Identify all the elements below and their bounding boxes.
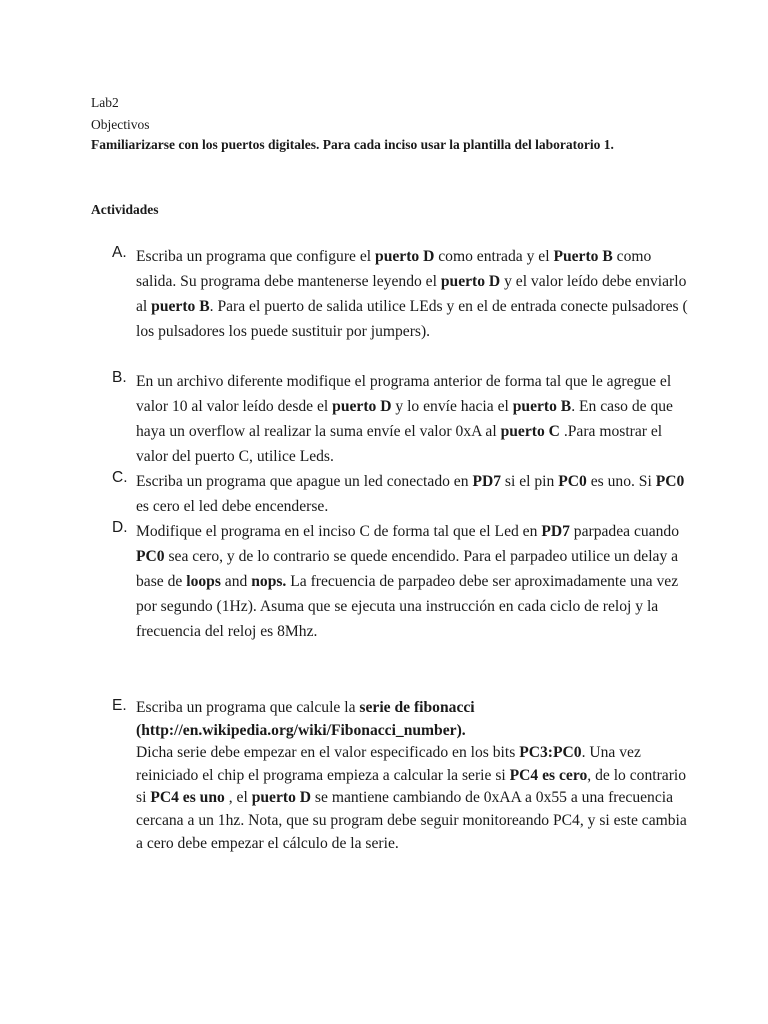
activity-item-b — [112, 369, 688, 469]
bold-term: Puerto B — [553, 248, 613, 265]
activity-item-a — [112, 244, 688, 344]
text-run: es uno. Si — [586, 473, 656, 490]
item-marker: E. — [112, 697, 127, 714]
activities-line — [91, 201, 159, 219]
item-marker: C. — [112, 469, 128, 486]
text-run: .Para mostrar el valor del puerto C, utilice Leds. — [136, 423, 663, 465]
text-run: si el pin — [501, 473, 559, 490]
text-run: Escriba un programa que calcule la — [136, 699, 360, 716]
text-run: , de lo contrario si — [136, 766, 687, 807]
bold-term: PC0 — [558, 473, 587, 490]
text-run: , el — [224, 789, 252, 807]
bold-term: PD7 — [472, 473, 502, 490]
text-run: parpadea cuando — [569, 523, 680, 540]
bold-term: PC0 — [655, 473, 685, 490]
item-text — [136, 369, 688, 469]
text-run: Dicha serie debe empezar en el valor especificado en los bits — [136, 744, 520, 762]
bold-term: puerto D — [251, 789, 312, 807]
text-run: . Una vez reiniciado el chip el programa empieza a calcular la serie si — [136, 744, 641, 784]
text-run: y lo envíe hacia el — [391, 398, 513, 415]
text-run: . Para el puerto de salida utilice LEds y en el de entrada conecte pulsadores ( los pulsadores los puede sustituir por jumpers). — [136, 298, 688, 340]
text-run: Escriba un programa que apague un led conectado en — [136, 473, 473, 490]
text-run: se mantiene cambiando de 0xAA a 0x55 a una frecuencia cercana a un 1hz. Nota, que su program debe seguir monitoreando PC4, y si este cambia a cero debe empezar el cálculo de la serie. — [136, 789, 687, 852]
text-run: es cero el led debe encenderse. — [136, 498, 329, 515]
bold-term: loops — [186, 573, 221, 590]
bold-term: puerto D — [375, 248, 435, 265]
text-run: Modifique el programa en el inciso C de forma tal que el Led en — [136, 523, 542, 540]
item-marker: B. — [112, 369, 127, 386]
bold-term: nops. — [251, 573, 287, 590]
item-marker: D. — [112, 519, 128, 536]
item-text — [136, 469, 688, 519]
bold-term: puerto B — [512, 398, 572, 415]
text-run: and — [220, 573, 252, 590]
bold-term: puerto D — [440, 273, 501, 290]
objective-text: Familiarizarse con los puertos digitales. Para cada inciso usar la plantilla del laboratorio 1. — [91, 137, 614, 152]
text-run: sea cero, y de lo contrario se quede encendido. Para el parpadeo utilice un delay a base de — [136, 548, 679, 590]
activity-item-d — [112, 519, 688, 644]
bold-term: PC4 es uno — [150, 789, 225, 807]
text-run: Escriba un programa que configure el — [136, 248, 376, 265]
activity-item-e — [112, 697, 688, 855]
item-text — [136, 697, 688, 855]
bold-term: puerto D — [332, 398, 392, 415]
item-text — [136, 519, 688, 644]
bold-term: PD7 — [541, 523, 570, 540]
objective-line — [91, 136, 614, 154]
text-run: . En caso de que haya un overflow al realizar la suma envíe el valor 0xA al — [136, 398, 673, 440]
bold-term: PC3:PC0 — [519, 744, 582, 762]
activity-item-c — [112, 469, 688, 519]
activities-heading: Actividades — [91, 202, 159, 217]
text-run: En un archivo diferente modifique el programa anterior de forma tal que le agregue el valor 10 al valor leído desde el — [136, 373, 672, 415]
text-run: y el valor leído debe enviarlo al — [136, 273, 687, 315]
bold-term: serie de fibonacci (http://en.wikipedia.org/wiki/Fibonacci_number). — [136, 699, 475, 739]
lab-title: Lab2 — [91, 95, 119, 110]
bold-term: puerto C — [500, 423, 560, 440]
item-marker: A. — [112, 244, 127, 261]
objectives-label: Objectivos — [91, 117, 150, 132]
text-run: como salida. Su programa debe mantenerse leyendo el — [136, 248, 652, 290]
bold-term: puerto B — [151, 298, 210, 315]
bold-term: PC0 — [136, 548, 165, 565]
bold-term: PC4 es cero — [509, 766, 588, 784]
text-run: La frecuencia de parpadeo debe ser aproximadamente una vez por segundo (1Hz). Asuma que se ejecuta una instrucción en cada ciclo de reloj y la frecuencia del reloj es 8Mhz. — [136, 573, 679, 640]
text-run: como entrada y el — [434, 248, 554, 265]
item-text — [136, 244, 688, 344]
